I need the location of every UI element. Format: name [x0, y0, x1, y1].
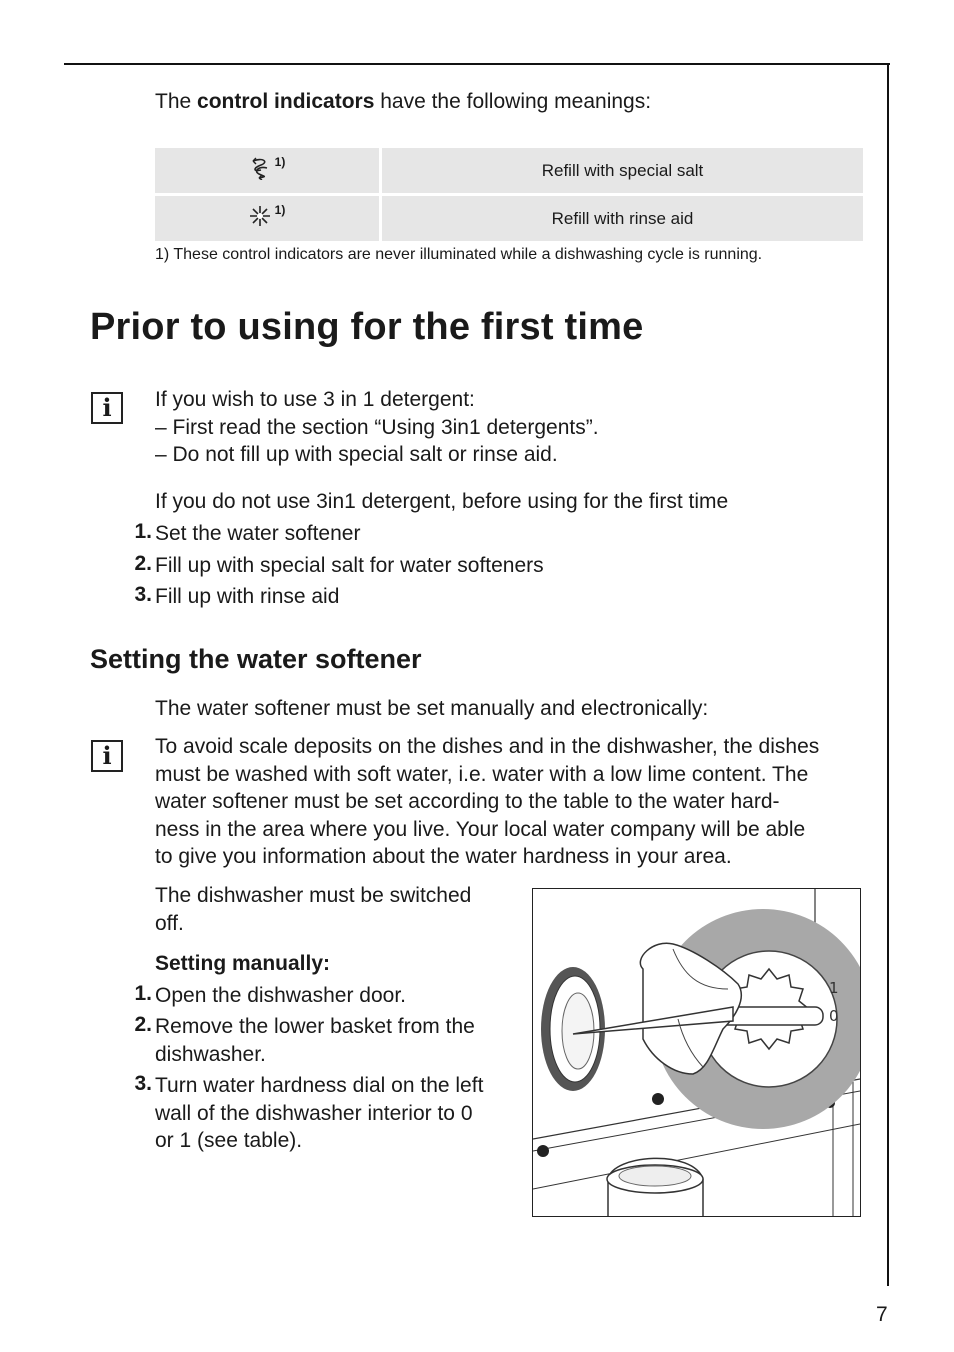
top-rule [64, 63, 890, 65]
note-line: to give you information about the water hardness in your area. [155, 845, 732, 868]
step-text: Fill up with special salt for water softeners [155, 554, 544, 577]
table-row [155, 196, 863, 241]
dial-label-1: 1 [829, 979, 839, 997]
step-number: 3. [134, 583, 152, 606]
info-icon: i [91, 740, 123, 772]
indicator-table [155, 145, 863, 244]
section-heading: Setting the water softener [90, 644, 422, 674]
info-icon: i [91, 392, 123, 424]
note-line: The dishwasher must be switched [155, 884, 472, 907]
note-line: off. [155, 911, 184, 935]
step-line: Remove the lower basket from the [155, 1015, 475, 1038]
note-line: To avoid scale deposits on the dishes and in the dishwasher, the dishes [155, 735, 820, 758]
step-text [155, 1072, 483, 1155]
step-text: Open the dishwasher door. [155, 984, 406, 1007]
before-first-use-text: If you do not use 3in1 detergent, before using for the first time [155, 490, 729, 513]
step-text [155, 1013, 475, 1068]
step-number: 1. [134, 982, 152, 1005]
note-line: must be washed with soft water, i.e. water with a low lime content. The [155, 762, 809, 786]
step-line: dishwasher. [155, 1042, 266, 1066]
water-hardness-dial-illustration [532, 888, 861, 1217]
step-number: 2. [134, 552, 152, 575]
indicator-symbol-cell [155, 196, 382, 241]
step-text: Set the water softener [155, 522, 361, 545]
note-soft-water [155, 733, 819, 871]
note-line: – First read the section “Using 3in1 detergents”. [155, 415, 599, 439]
step-number: 3. [134, 1072, 152, 1095]
table-row [155, 148, 863, 193]
indicator-symbol-cell [155, 148, 382, 193]
right-margin-rule [887, 63, 889, 1286]
rinse-aid-indicator-icon [249, 205, 271, 232]
footnote-marker: 1) [274, 202, 286, 217]
footnote-marker: 1) [274, 154, 286, 169]
step-line: wall of the dishwasher interior to 0 [155, 1101, 473, 1125]
step-number: 2. [134, 1013, 152, 1036]
dial-label-0: 0 [829, 1007, 839, 1025]
page-number: 7 [876, 1303, 888, 1326]
switched-off-note [155, 882, 471, 937]
indicator-meaning: Refill with rinse aid [382, 196, 863, 241]
note-line: – Do not fill up with special salt or rinse aid. [155, 443, 558, 466]
note-3in1 [155, 386, 599, 469]
note-line: If you wish to use 3 in 1 detergent: [155, 388, 475, 411]
step-line: Turn water hardness dial on the left [155, 1074, 484, 1097]
step-number: 1. [134, 520, 152, 543]
manual-heading: Setting manually: [155, 952, 331, 975]
page-title: Prior to using for the first time [90, 306, 644, 348]
step-line: or 1 (see table). [155, 1129, 303, 1152]
intro-sentence: The control indicators have the following meanings: [155, 90, 652, 113]
footnote: 1) These control indicators are never illuminated while a dishwashing cycle is running. [155, 246, 763, 263]
note-line: ness in the area where you live. Your local water company will be able [155, 817, 806, 841]
step-text: Fill up with rinse aid [155, 585, 340, 608]
indicator-meaning: Refill with special salt [382, 148, 863, 193]
note-line: water softener must be set according to the table to the water hard- [155, 790, 780, 813]
softener-intro: The water softener must be set manually and electronically: [155, 697, 709, 720]
salt-indicator-icon [249, 156, 271, 185]
